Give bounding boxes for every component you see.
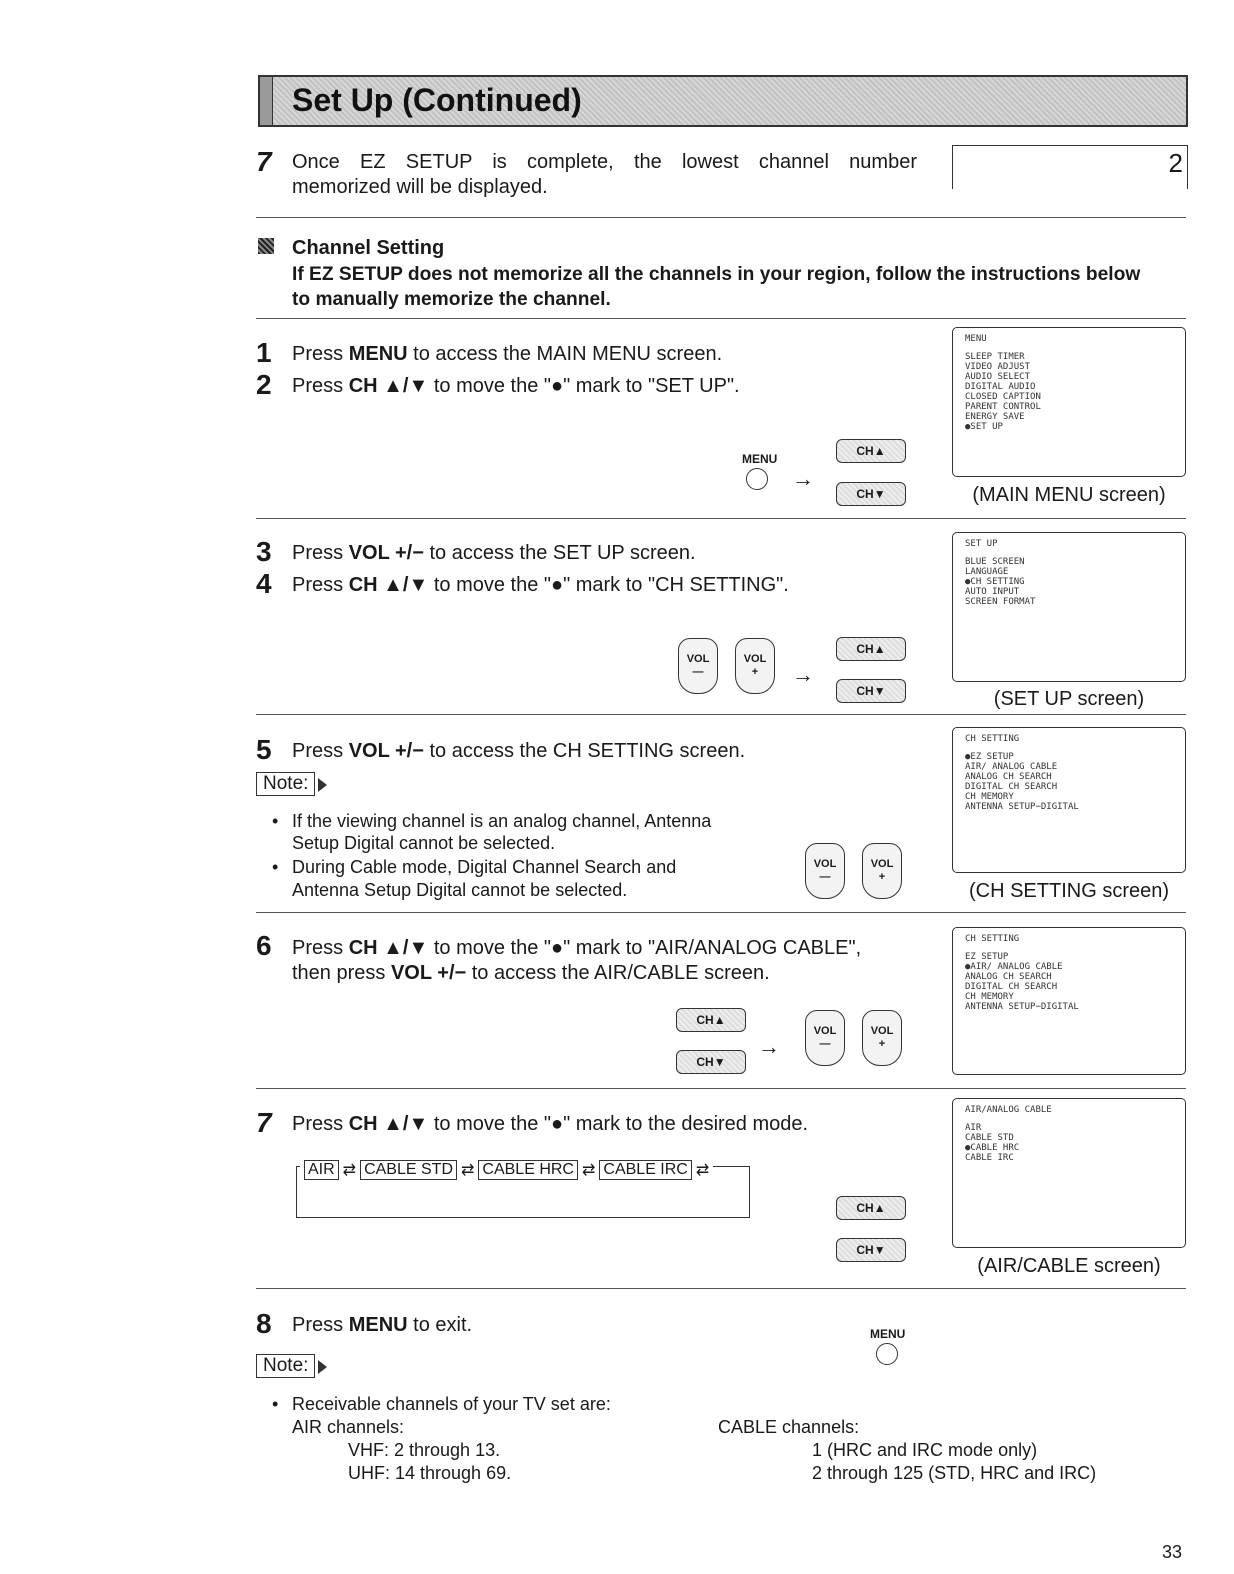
bullet-icon: • — [272, 857, 279, 877]
step-number: 5 — [256, 734, 272, 765]
screen-caption: (CH SETTING screen) — [968, 880, 1170, 902]
screen-item: BLUE SCREEN — [965, 557, 1025, 567]
screen-item: ANALOG CH SEARCH — [965, 972, 1052, 982]
note-text: Setup Digital cannot be selected. — [292, 833, 556, 853]
note-text: If the viewing channel is an analog channel, Antenna — [292, 811, 712, 831]
ch-down-button[interactable]: CH▼ — [836, 482, 906, 506]
divider — [256, 1088, 1186, 1089]
screen-item: CH MEMORY — [965, 792, 1014, 802]
vol-minus-button[interactable]: VOL — — [678, 638, 718, 694]
screen-item: PARENT CONTROL — [965, 402, 1041, 412]
page-title: Set Up (Continued) — [292, 82, 582, 118]
screen-item: CLOSED CAPTION — [965, 392, 1041, 402]
channel-display-value: 2 — [1168, 148, 1183, 178]
screen-title: SET UP — [965, 539, 998, 549]
step-text: Press MENU to access the MAIN MENU screen. — [292, 343, 723, 365]
ch-down-button[interactable]: CH▼ — [676, 1050, 746, 1074]
step-number: 1 — [256, 337, 272, 368]
set-up-screen — [952, 532, 1186, 682]
section-square-icon — [258, 238, 274, 254]
divider — [256, 318, 1186, 319]
step-text: Press CH ▲/▼ to move the "●" mark to "SET UP". — [292, 375, 740, 397]
screen-item: CH MEMORY — [965, 992, 1014, 1002]
screen-item: ●CH SETTING — [965, 577, 1025, 587]
step-text: then press VOL +/− to access the AIR/CABLE screen. — [292, 962, 770, 984]
note-text: 2 through 125 (STD, HRC and IRC) — [812, 1463, 1097, 1483]
ch-up-button[interactable]: CH▲ — [836, 637, 906, 661]
bullet-icon: • — [272, 811, 279, 831]
mode-air: AIR — [304, 1160, 339, 1180]
screen-item: ANALOG CH SEARCH — [965, 772, 1052, 782]
note-arrow-icon — [318, 1360, 327, 1374]
vol-plus-button[interactable]: VOL + — [862, 843, 902, 899]
swap-arrows-icon: ⇄ — [695, 1162, 710, 1179]
screen-caption: (SET UP screen) — [993, 688, 1145, 710]
screen-item: ●EZ SETUP — [965, 752, 1014, 762]
screen-item: CABLE STD — [965, 1133, 1014, 1143]
step-number: 4 — [256, 568, 272, 599]
screen-item: AUTO INPUT — [965, 587, 1020, 597]
note-text: UHF: 14 through 69. — [348, 1463, 512, 1483]
vol-plus-button[interactable]: VOL + — [735, 638, 775, 694]
section-intro-line: If EZ SETUP does not memorize all the channels in your region, follow the instructions below — [292, 264, 1141, 285]
divider — [256, 1288, 1186, 1289]
screen-item: DIGITAL CH SEARCH — [965, 782, 1058, 792]
ch-setting-screen — [952, 727, 1186, 873]
screen-item: VIDEO ADJUST — [965, 362, 1031, 372]
screen-item: ●SET UP — [965, 422, 1003, 432]
screen-item: LANGUAGE — [965, 567, 1009, 577]
main-menu-screen — [952, 327, 1186, 477]
screen-item: ENERGY SAVE — [965, 412, 1025, 422]
step-text: Press CH ▲/▼ to move the "●" mark to "CH SETTING". — [292, 574, 789, 596]
menu-button-label: MENU — [742, 452, 778, 466]
note-text: During Cable mode, Digital Channel Search and — [292, 857, 677, 877]
vol-minus-button[interactable]: VOL — — [805, 843, 845, 899]
screen-caption: (MAIN MENU screen) — [972, 484, 1166, 506]
ch-setting-screen-air — [952, 927, 1186, 1075]
swap-arrows-icon: ⇄ — [581, 1162, 596, 1179]
menu-button-label: MENU — [870, 1327, 906, 1341]
screen-item: EZ SETUP — [965, 952, 1009, 962]
header-tab-decoration — [260, 77, 273, 125]
screen-item: AUDIO SELECT — [965, 372, 1031, 382]
ch-down-button[interactable]: CH▼ — [836, 1238, 906, 1262]
section-intro-line: to manually memorize the channel. — [292, 289, 611, 310]
step-text-line: memorized will be displayed. — [292, 176, 548, 198]
ch-up-button[interactable]: CH▲ — [836, 439, 906, 463]
mode-cycle-diagram — [300, 1160, 713, 1180]
arrow-right-icon: → — [792, 466, 814, 491]
menu-button[interactable] — [876, 1343, 898, 1365]
mode-cable-irc: CABLE IRC — [599, 1160, 691, 1180]
mode-cable-hrc: CABLE HRC — [478, 1160, 578, 1180]
step-text: Press CH ▲/▼ to move the "●" mark to the desired mode. — [292, 1113, 809, 1135]
note-text: Receivable channels of your TV set are: — [292, 1394, 611, 1414]
screen-title: MENU — [965, 334, 987, 344]
step-text: Press VOL +/− to access the SET UP screen. — [292, 542, 696, 564]
section-header-bar — [258, 75, 1188, 127]
divider — [256, 217, 1186, 218]
step-text: Press MENU to exit. — [292, 1314, 473, 1336]
screen-item: SCREEN FORMAT — [965, 597, 1036, 607]
step-text-line: Once EZ SETUP is complete, the lowest channel number — [292, 151, 917, 173]
divider — [256, 912, 1186, 913]
mode-cable-std: CABLE STD — [360, 1160, 457, 1180]
swap-arrows-icon: ⇄ — [461, 1162, 475, 1179]
note-text: CABLE channels: — [718, 1417, 860, 1437]
ch-up-button[interactable]: CH▲ — [676, 1008, 746, 1032]
divider — [256, 518, 1186, 519]
screen-item: CABLE IRC — [965, 1153, 1014, 1163]
ch-up-button[interactable]: CH▲ — [836, 1196, 906, 1220]
arrow-right-icon: → — [758, 1034, 780, 1059]
screen-title: CH SETTING — [965, 934, 1020, 944]
note-label-box: Note: — [256, 772, 327, 796]
screen-title: AIR/ANALOG CABLE — [965, 1105, 1052, 1115]
screen-item: AIR — [965, 1123, 982, 1133]
screen-item: ●CABLE HRC — [965, 1143, 1020, 1153]
note-label-box: Note: — [256, 1354, 327, 1378]
screen-item: ANTENNA SETUP−DIGITAL — [965, 802, 1079, 812]
step-text: Press CH ▲/▼ to move the "●" mark to "AIR/ANALOG CABLE", — [292, 937, 862, 959]
vol-minus-button[interactable]: VOL — — [805, 1010, 845, 1066]
screen-item: DIGITAL AUDIO — [965, 382, 1036, 392]
step-number: 7 — [256, 146, 272, 177]
screen-item: ●AIR/ ANALOG CABLE — [965, 962, 1063, 972]
ch-down-button[interactable]: CH▼ — [836, 679, 906, 703]
note-text: VHF: 2 through 13. — [348, 1440, 501, 1460]
section-heading: Channel Setting — [292, 237, 445, 259]
air-cable-screen — [952, 1098, 1186, 1248]
step-number: 3 — [256, 536, 272, 567]
note-arrow-icon — [318, 778, 327, 792]
step-number: 6 — [256, 930, 272, 961]
screen-item: SLEEP TIMER — [965, 352, 1025, 362]
screen-item: ANTENNA SETUP−DIGITAL — [965, 1002, 1079, 1012]
swap-arrows-icon: ⇄ — [342, 1162, 357, 1179]
divider — [256, 714, 1186, 715]
vol-plus-button[interactable]: VOL + — [862, 1010, 902, 1066]
arrow-right-icon: → — [792, 662, 814, 687]
bullet-icon: • — [272, 1394, 279, 1414]
screen-caption: (AIR/CABLE screen) — [977, 1255, 1161, 1277]
screen-item: AIR/ ANALOG CABLE — [965, 762, 1058, 772]
note-text: 1 (HRC and IRC mode only) — [812, 1440, 1038, 1460]
screen-item: DIGITAL CH SEARCH — [965, 982, 1058, 992]
step-number: 7 — [256, 1107, 272, 1138]
step-number: 2 — [256, 369, 272, 400]
note-text: AIR channels: — [292, 1417, 405, 1437]
menu-button[interactable] — [746, 468, 768, 490]
screen-title: CH SETTING — [965, 734, 1020, 744]
step-number: 8 — [256, 1308, 272, 1339]
note-text: Antenna Setup Digital cannot be selected. — [292, 880, 628, 900]
page-number: 33 — [1162, 1542, 1183, 1562]
step-text: Press VOL +/− to access the CH SETTING screen. — [292, 740, 746, 762]
channel-display-box — [952, 145, 1188, 189]
